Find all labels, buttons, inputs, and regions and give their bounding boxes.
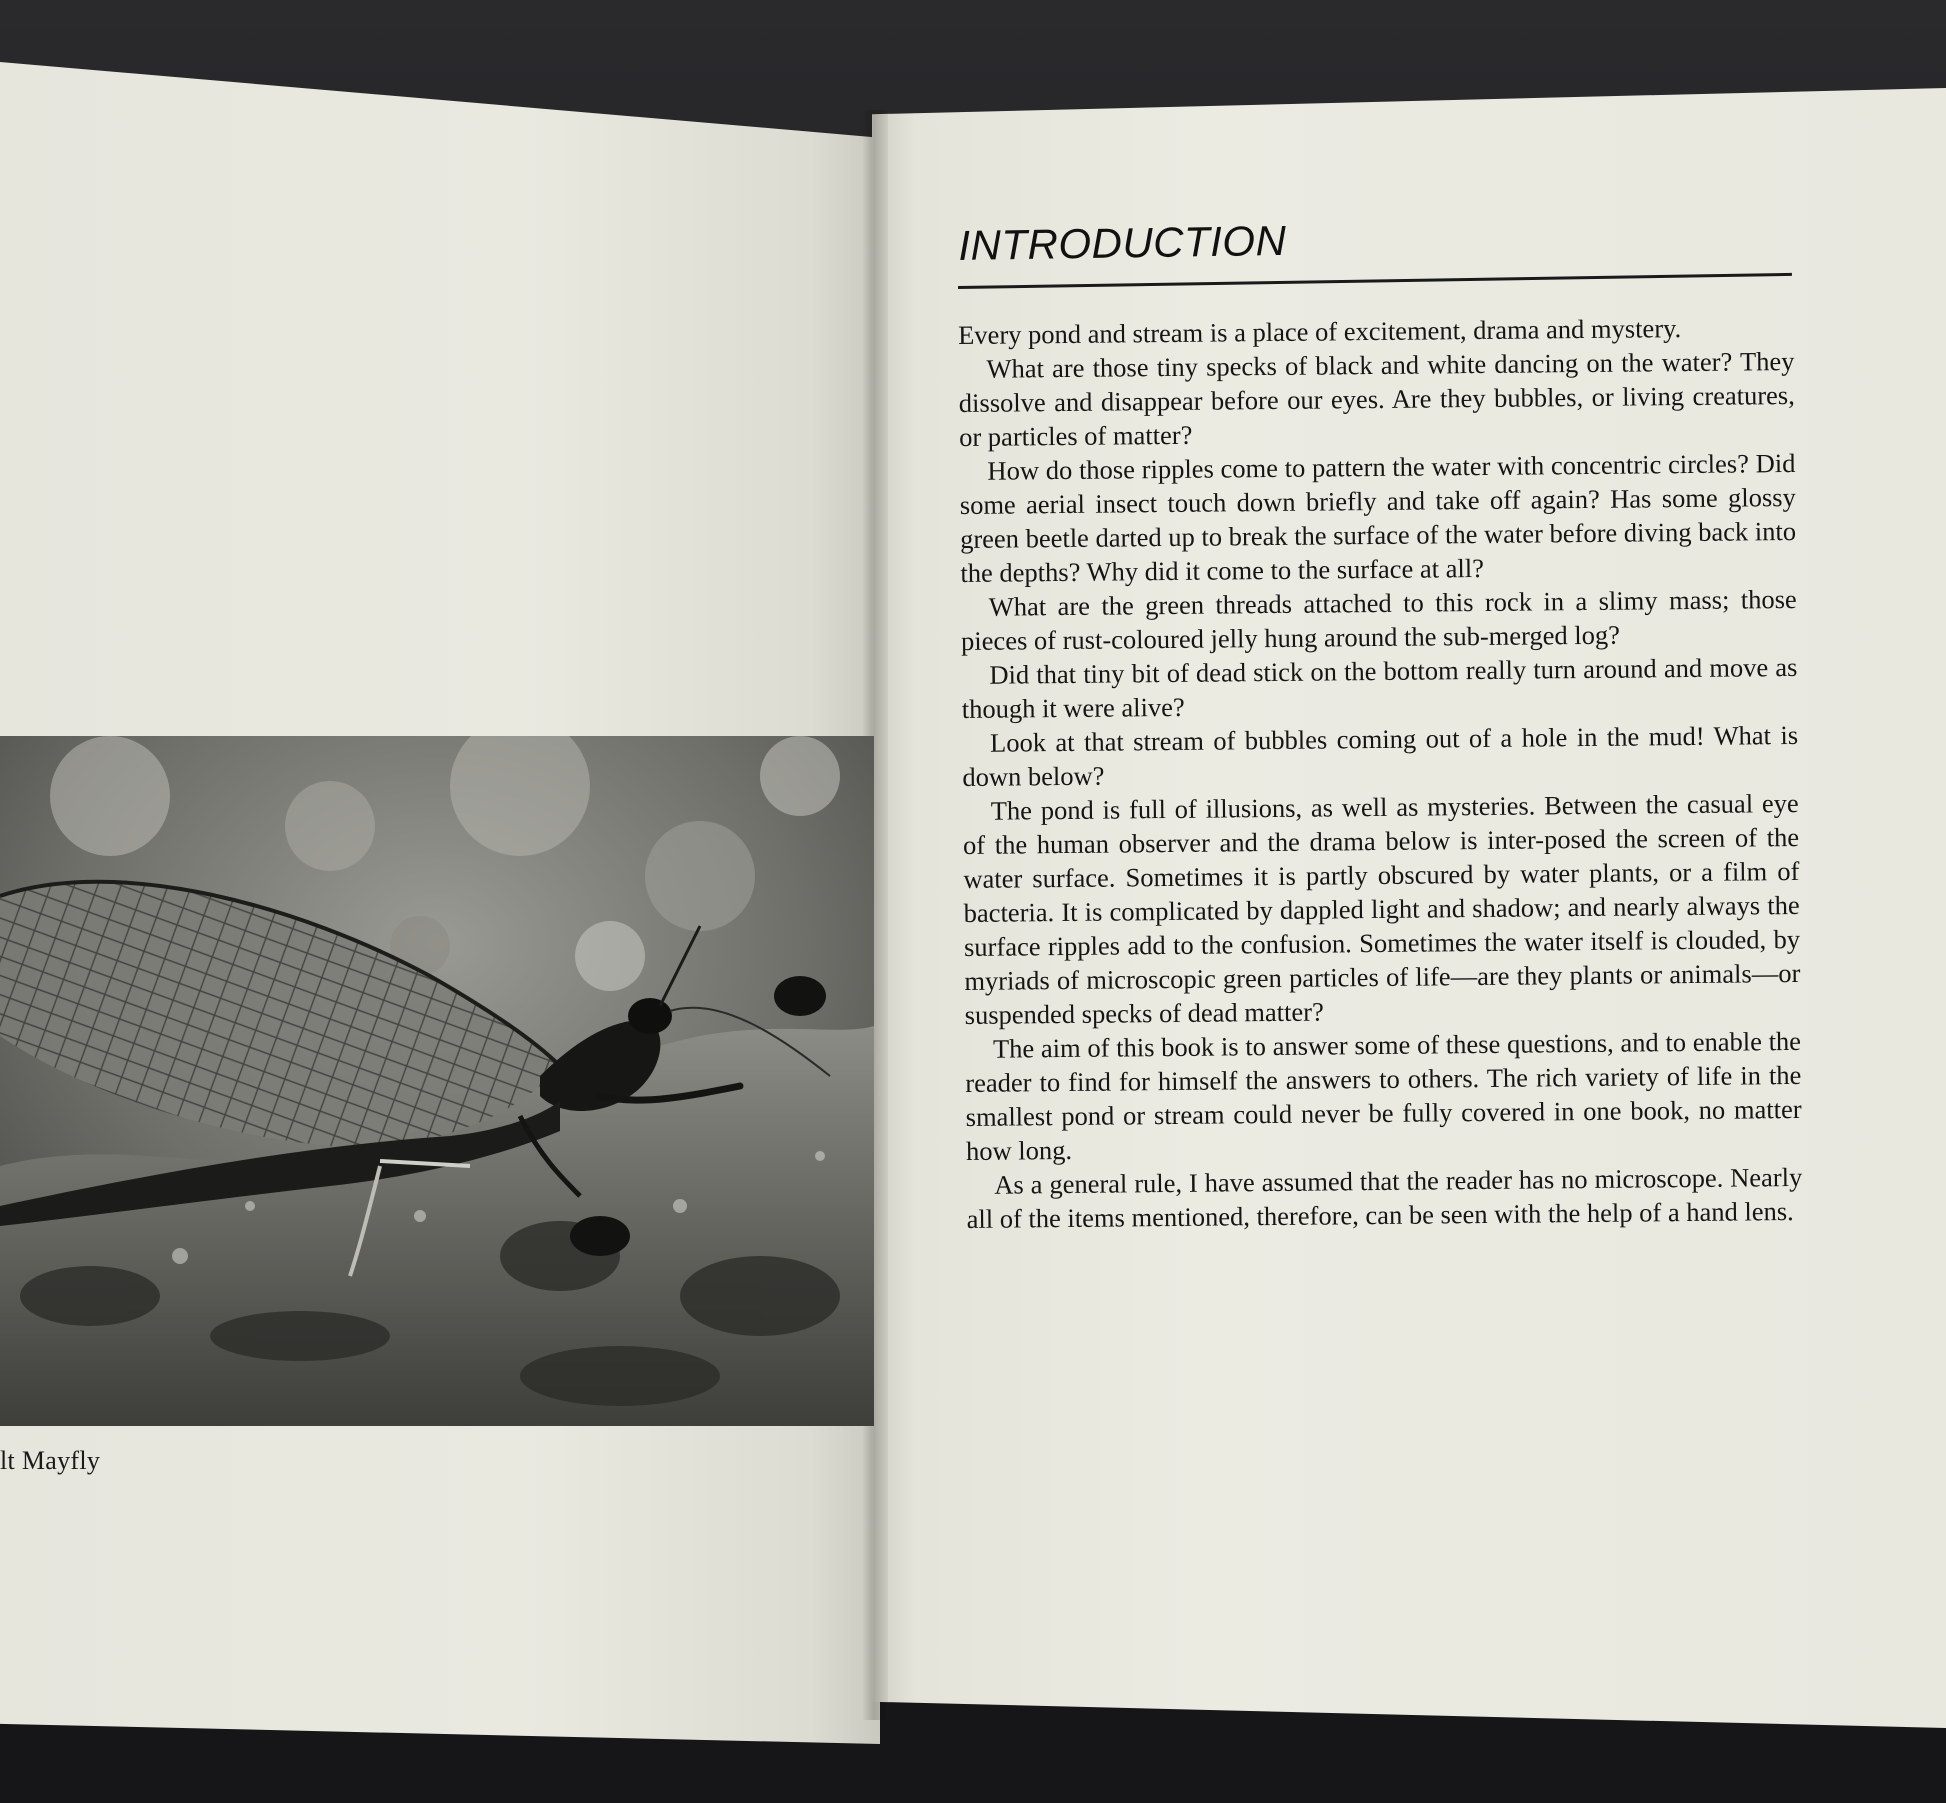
paragraph: Look at that stream of bubbles coming out of a hole in the mud! What is down below? [962,719,1799,792]
introduction-body [958,310,1803,1236]
mayfly-photo [0,736,874,1426]
paragraph: The pond is full of illusions, as well as mysteries. Between the casual eye of the human observer and the drama below is inter-posed the screen of the water surface. Sometimes it is partly obscured by water plants, or a film of bacteria. It is complicated by dappled light and shadow; and nearly always the surface ripples add to the confusion. Sometimes the water itself is clouded, by myriads of microscopic green particles of life—are they plants or animals—or suspended specks of dead matter? [962,787,1801,1030]
paragraph: What are the green threads attached to this rock in a slimy mass; those pieces of rust-coloured jelly hung around the sub-merged log? [960,583,1797,656]
paragraph: Did that tiny bit of dead stick on the bottom really turn around and move as though it were alive? [961,651,1798,724]
paragraph: Every pond and stream is a place of excitement, drama and mystery. [958,313,1682,350]
paragraph: What are those tiny specks of black and white dancing on the water? They dissolve and disappear before our eyes. Are they bubbles, or living creatures, or particles of matter? [958,345,1795,452]
paragraph: As a general rule, I have assumed that the reader has no microscope. Nearly all of the items mentioned, therefore, can be seen with the help of a hand lens. [966,1161,1803,1234]
photo-caption: lt Mayfly [0,1446,101,1475]
chapter-heading: INTRODUCTION [958,216,1287,269]
paragraph: The aim of this book is to answer some of these questions, and to enable the reader to find for himself the answers to others. The rich variety of life in the smallest pond or stream could never be fully covered in one book, no matter how long. [965,1025,1802,1166]
paragraph: How do those ripples come to pattern the water with concentric circles? Did some aerial insect touch down briefly and take off again? Has some glossy green beetle darted up to break the surface of the water before diving back into the depths? Why did it come to the surface at all? [959,447,1797,588]
